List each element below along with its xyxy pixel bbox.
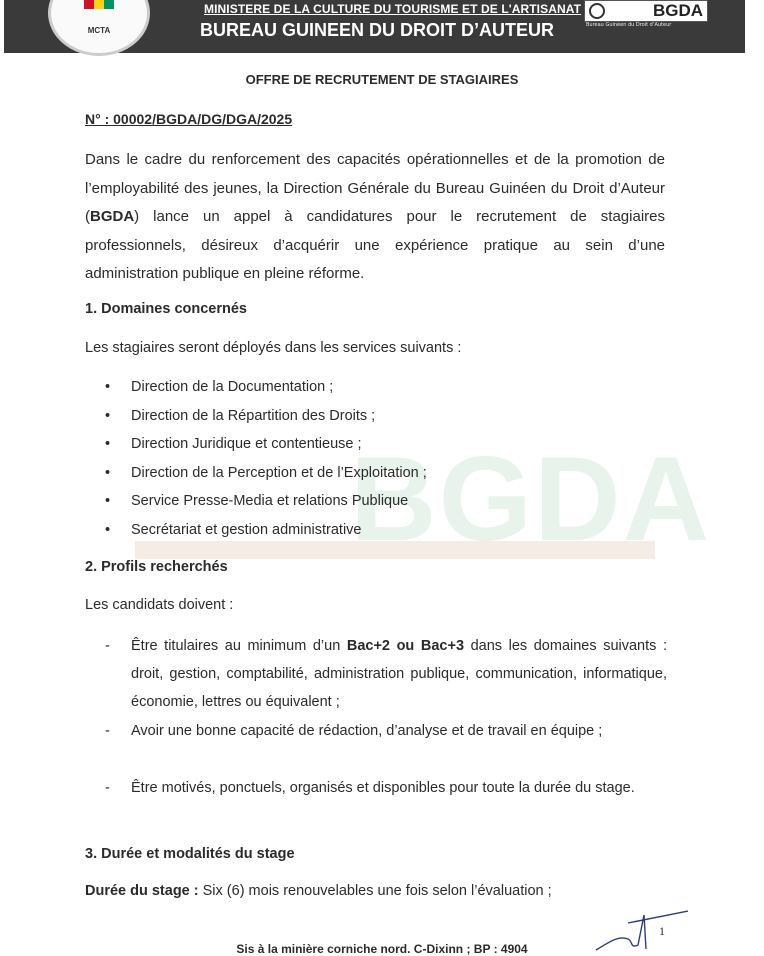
domains-list bbox=[105, 373, 427, 545]
list-item: • Service Presse-Media et relations Publique bbox=[105, 487, 427, 516]
page-number: 1 bbox=[659, 924, 665, 938]
footer-address: Sis à la minière corniche nord. C-Dixinn ; BP : 4904 bbox=[236, 942, 528, 956]
profile-item-2: - Avoir une bonne capacité de rédaction, d’analyse et de travail en équipe ; bbox=[105, 723, 603, 739]
section3-heading: 3. Durée et modalités du stage bbox=[85, 846, 295, 862]
reference-number: N° : 00002/BGDA/DG/DGA/2025 bbox=[85, 111, 293, 127]
intro-paragraph: Dans le cadre du renforcement des capacités opérationnelles et de la promotion de l’employabilité des jeunes, la Direction Générale du Bureau Guinéen du Droit d’Auteur (BGDA) lance un appel à candidatures pour le recrutement de stagiaires professionnels, désireux d’acquérir une expérience pratique au sein d’une administration publique en pleine réforme. bbox=[85, 151, 665, 283]
bureau-name: BUREAU GUINEEN DU DROIT D’AUTEUR bbox=[200, 20, 555, 40]
section2-heading: 2. Profils recherchés bbox=[85, 559, 228, 575]
profile-item-1: - Être titulaires au minimum d’un Bac+2 ou Bac+3 dans les domaines suivants : droit, gestion, comptabilité, administration publique, communication, informatique, économie, lettres ou équivalent ; bbox=[105, 638, 668, 711]
list-item: • Direction de la Documentation ; bbox=[105, 373, 427, 402]
list-item: • Direction de la Répartition des Droits ; bbox=[105, 402, 427, 431]
guinea-flag-icon bbox=[84, 0, 114, 9]
profile-item-3: - Être motivés, ponctuels, organisés et disponibles pour toute la durée du stage. bbox=[105, 780, 635, 796]
bgda-logo-icon bbox=[589, 3, 605, 19]
section1-heading: 1. Domaines concernés bbox=[85, 301, 247, 317]
ministry-name: MINISTERE DE LA CULTURE DU TOURISME ET DE L'ARTISANAT bbox=[204, 2, 582, 16]
list-item: • Direction de la Perception et de l’Exploitation ; bbox=[105, 459, 427, 488]
section1-lead: Les stagiaires seront déployés dans les services suivants : bbox=[85, 340, 462, 356]
bgda-logo-subtext: Bureau Guinéen du Droit d’Auteur bbox=[586, 22, 672, 28]
bgda-logo: BGDA bbox=[584, 0, 708, 22]
list-item: • Secrétariat et gestion administrative bbox=[105, 516, 427, 545]
section2-lead: Les candidats doivent : bbox=[85, 597, 234, 613]
ministry-seal bbox=[48, 0, 150, 56]
list-item: • Direction Juridique et contentieuse ; bbox=[105, 430, 427, 459]
bgda-watermark: BGDA bbox=[350, 432, 712, 566]
duree-line: Durée du stage : Six (6) mois renouvelables une fois selon l’évaluation ; bbox=[85, 883, 552, 899]
document-title: OFFRE DE RECRUTEMENT DE STAGIAIRES bbox=[245, 72, 519, 87]
seal-text: MCTA bbox=[87, 26, 111, 35]
